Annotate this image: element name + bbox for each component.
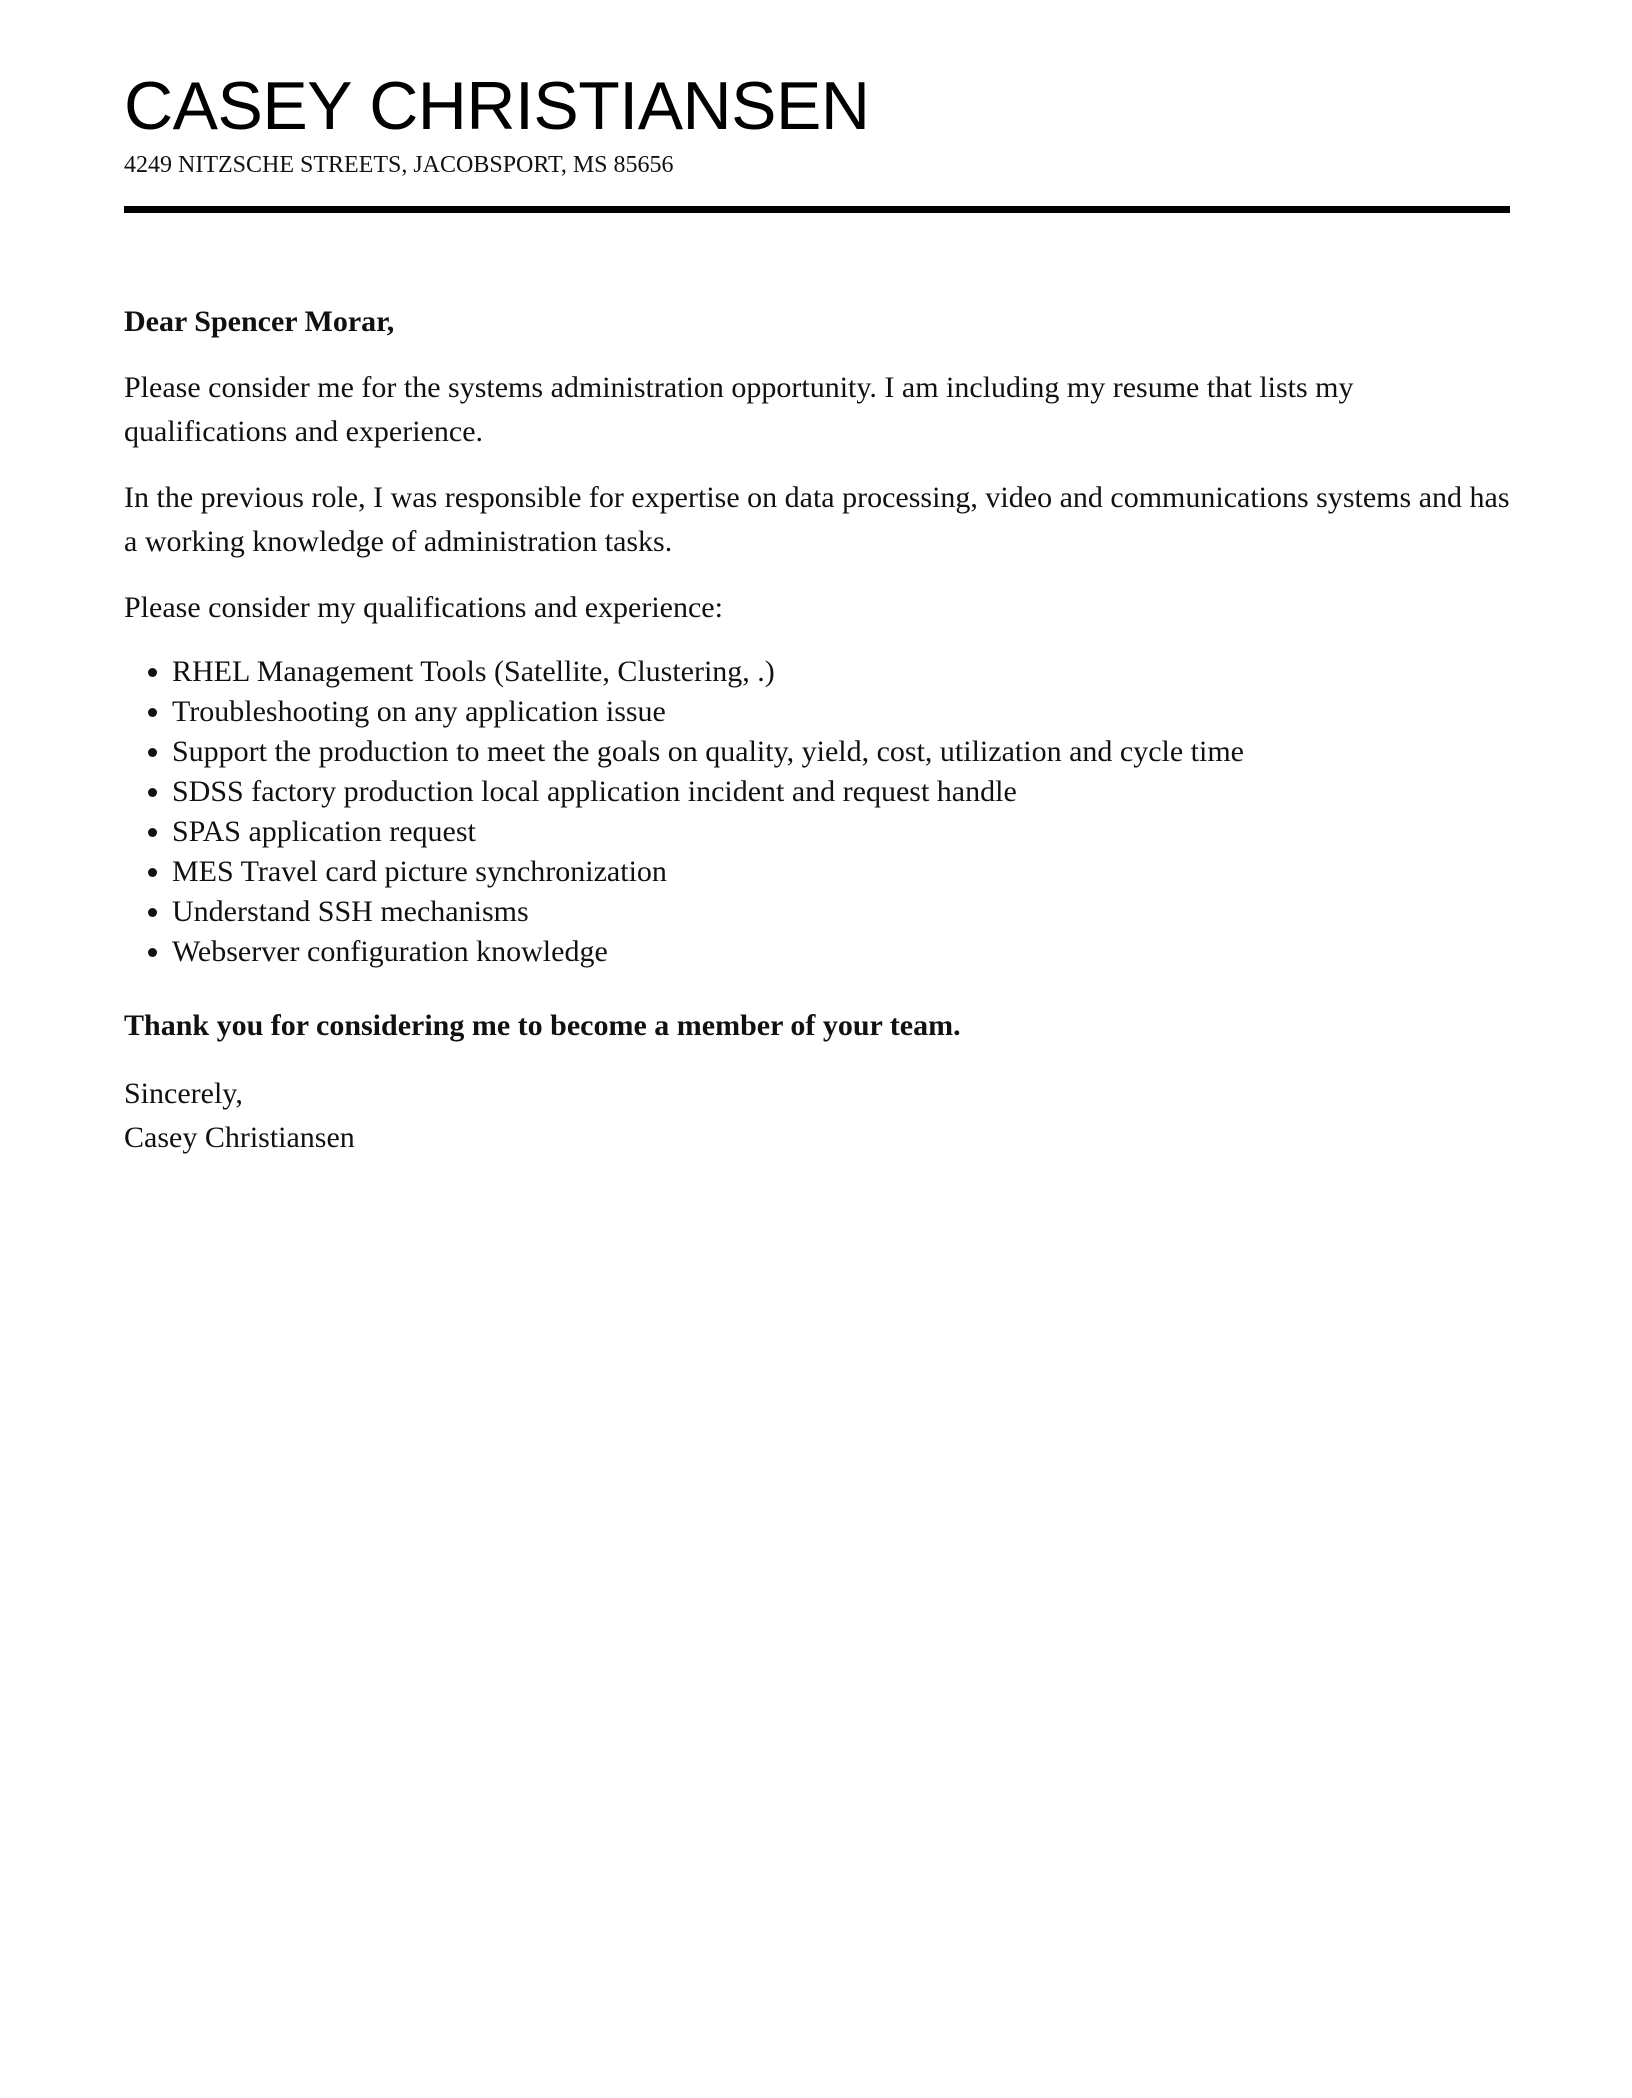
letter-greeting: Dear Spencer Morar, xyxy=(124,305,395,338)
applicant-address: 4249 NITZSCHE STREETS, JACOBSPORT, MS 85656 xyxy=(124,152,674,178)
applicant-name: CASEY CHRISTIANSEN xyxy=(124,68,870,144)
list-item: • Webserver configuration knowledge xyxy=(172,932,1510,972)
list-item: • MES Travel card picture synchronization xyxy=(172,852,1510,892)
list-item: • Support the production to meet the goals on quality, yield, cost, utilization and cycle time xyxy=(172,732,1510,772)
list-item: • Understand SSH mechanisms xyxy=(172,892,1510,932)
signature-name: Casey Christiansen xyxy=(124,1121,355,1154)
signoff-block xyxy=(124,1072,1510,1160)
qualifications-intro: Please consider my qualifications and experience: xyxy=(124,591,723,624)
list-item: • Troubleshooting on any application issue xyxy=(172,692,1510,732)
closing-statement: Thank you for considering me to become a member of your team. xyxy=(124,1009,961,1042)
list-item: • RHEL Management Tools (Satellite, Clustering, .) xyxy=(172,652,1510,692)
list-item: • SPAS application request xyxy=(172,812,1510,852)
letter-body xyxy=(124,300,1510,1160)
experience-paragraph: In the previous role, I was responsible for expertise on data processing, video and communications systems and has a working knowledge of administration tasks. xyxy=(124,481,1510,558)
list-item: • SDSS factory production local application incident and request handle xyxy=(172,772,1510,812)
header-divider xyxy=(124,206,1510,213)
qualifications-list xyxy=(124,652,1510,972)
intro-paragraph: Please consider me for the systems administration opportunity. I am including my resume that lists my qualifications and experience. xyxy=(124,371,1354,448)
signoff-text: Sincerely, xyxy=(124,1077,243,1110)
